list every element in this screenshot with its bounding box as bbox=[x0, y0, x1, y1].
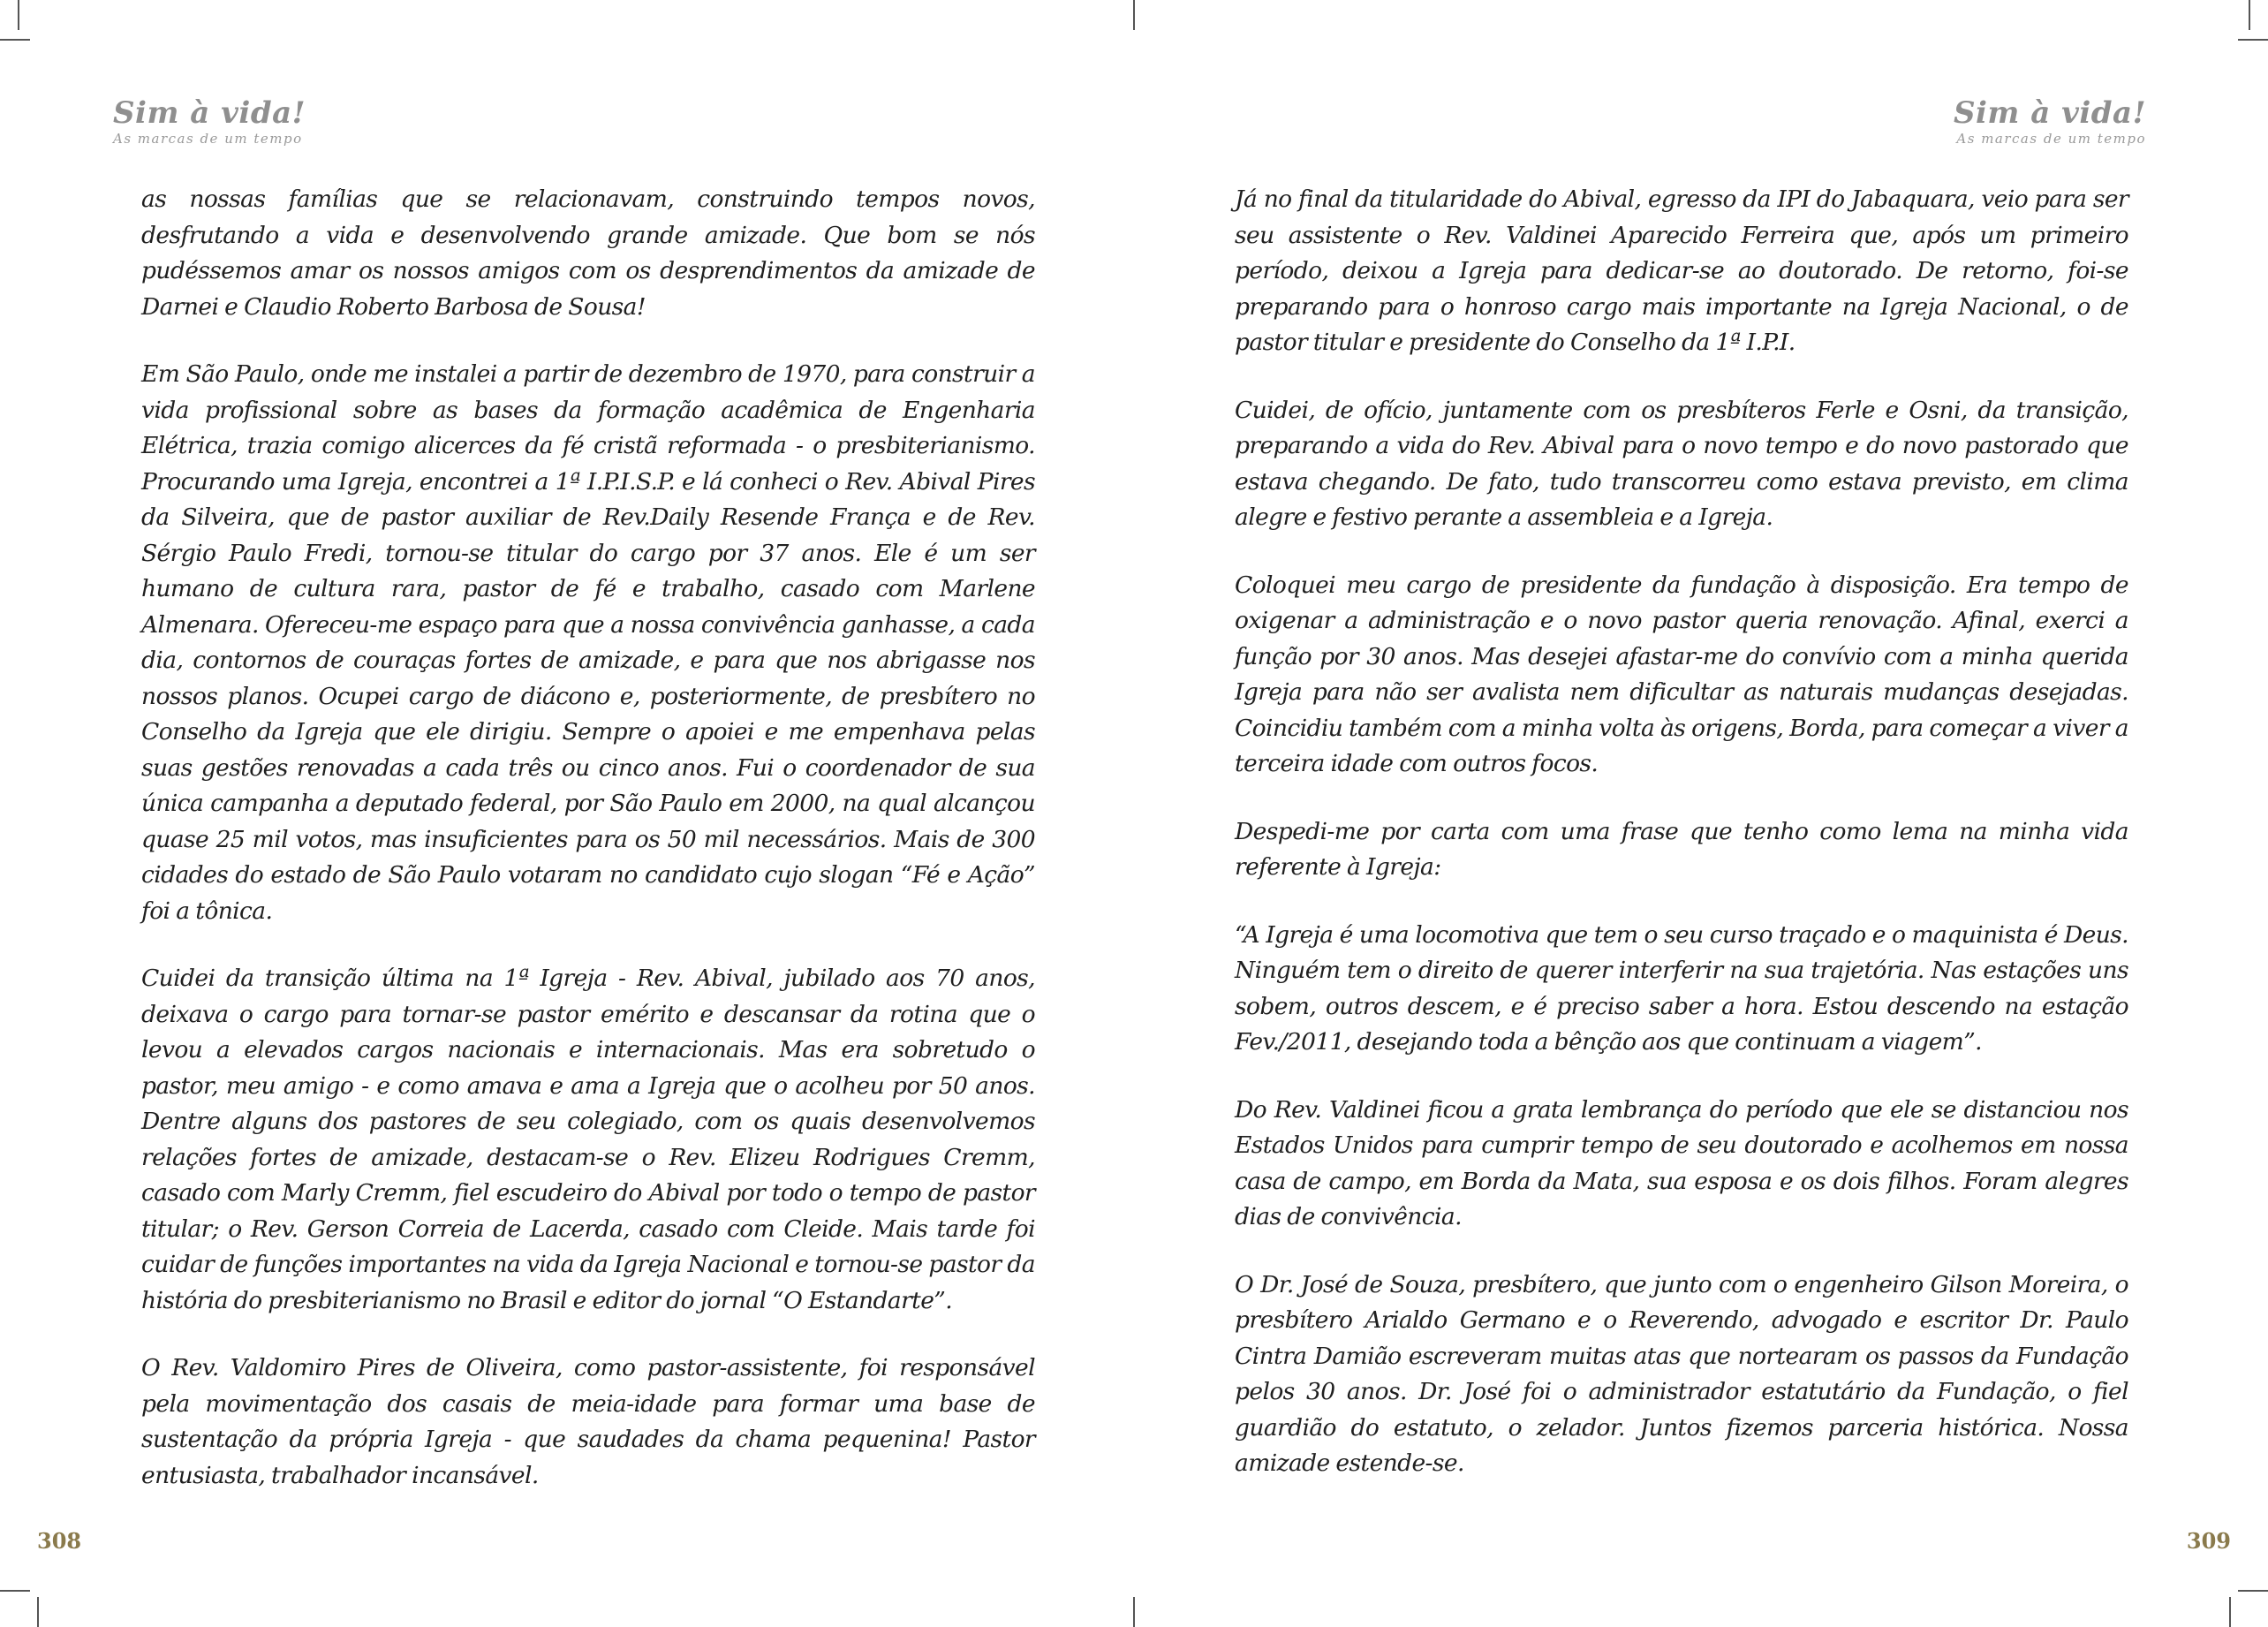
paragraph: Coloquei meu cargo de presidente da fundação à disposição. Era tempo de oxigenar a administração e o novo pastor queria renovação. Afinal, exerci a função por 30 anos. Mas desejei afastar-me do convívio com a minha querida Igreja para não ser avalista nem dificultar as naturais mudanças desejadas. Coincidiu também com a minha volta às origens, Borda, para começar a viver a terceira idade com outros focos. bbox=[1235, 571, 2128, 777]
page-number-left: 308 bbox=[37, 1528, 82, 1554]
right-page-body bbox=[1235, 182, 2128, 1514]
paragraph: Do Rev. Valdinei ficou a grata lembrança do período que ele se distanciou nos Estados Unidos para cumprir tempo de seu doutorado e acolhemos em nossa casa de campo, em Borda da Mata, sua esposa e os dois filhos. Foram alegres dias de convivência. bbox=[1235, 1095, 2128, 1230]
paragraph: Cuidei da transição última na 1ª Igreja - Rev. Abival, jubilado aos 70 anos, deixava o cargo para tornar-se pastor emérito e descansar da rotina que o levou a elevados cargos nacionais e internacionais. Mas era sobretudo o pastor, meu amigo - e como amava e ama a Igreja que o acolheu por 50 anos. Dentre alguns dos pastores de seu colegiado, com os quais desenvolvemos relações fortes de amizade, destacam-se o Rev. Elizeu Rodrigues Cremm, casado com Marly Cremm, fiel escudeiro do Abival por todo o tempo de pastor titular; o Rev. Gerson Correia de Lacerda, casado com Cleide. Mais tarde foi cuidar de funções importantes na vida da Igreja Nacional e tornou-se pastor da história do presbiterianismo no Brasil e editor do jornal “O Estandarte”. bbox=[141, 965, 1035, 1314]
paragraph: O Dr. José de Souza, presbítero, que junto com o engenheiro Gilson Moreira, o presbítero Arialdo Germano e o Reverendo, advogado e escritor Dr. Paulo Cintra Damião escreveram muitas atas que nortearam os passos da Fundação pelos 30 anos. Dr. José foi o administrador estatutário da Fundação, o fiel guardião do estatuto, o zelador. Juntos fizemos parceria histórica. Nossa amizade estende-se. bbox=[1235, 1270, 2128, 1477]
book-title: Sim à vida! bbox=[1953, 95, 2146, 131]
book-title: Sim à vida! bbox=[113, 95, 306, 131]
right-page bbox=[1134, 0, 2268, 1627]
page-number-right: 309 bbox=[2186, 1528, 2231, 1554]
paragraph: Em São Paulo, onde me instalei a partir de dezembro de 1970, para construir a vida profissional sobre as bases da formação acadêmica de Engenharia Elétrica, trazia comigo alicerces da fé cristã reformada - o presbiterianismo. Procurando uma Igreja, encontrei a 1ª I.P.I.S.P. e lá conheci o Rev. Abival Pires da Silveira, que de pastor auxiliar de Rev.Daily Resende França e de Rev. Sérgio Paulo Fredi, tornou-se titular do cargo por 37 anos. Ele é um ser humano de cultura rara, pastor de fé e trabalho, casado com Marlene Almenara. Ofereceu-me espaço para que a nossa convivência ganhasse, a cada dia, contornos de couraças fortes de amizade, e para que nos abrigasse nos nossos planos. Ocupei cargo de diácono e, posteriormente, de presbítero no Conselho da Igreja que ele dirigiu. Sempre o apoiei e me empenhava pelas suas gestões renovadas a cada três ou cinco anos. Fui o coordenador de sua única campanha a deputado federal, por São Paulo em 2000, na qual alcançou quase 25 mil votos, mas insuficientes para os 50 mil necessários. Mais de 300 cidades do estado de São Paulo votaram no candidato cujo slogan “Fé e Ação” foi a tônica. bbox=[141, 360, 1035, 925]
running-header-left bbox=[113, 95, 306, 147]
running-header-right bbox=[1954, 95, 2146, 147]
book-subtitle: As marcas de um tempo bbox=[1956, 131, 2146, 147]
paragraph: O Rev. Valdomiro Pires de Oliveira, como pastor-assistente, foi responsável pela movimentação dos casais de meia-idade para formar uma base de sustentação da própria Igreja - que saudades da chama pequenina! Pastor entusiasta, trabalhador incansável. bbox=[141, 1354, 1035, 1489]
left-page-body bbox=[141, 182, 1035, 1525]
paragraph: Cuidei, de ofício, juntamente com os presbíteros Ferle e Osni, da transição, preparando a vida do Rev. Abival para o novo tempo e do novo pastorado que estava chegando. De fato, tudo transcorreu como estava previsto, em clima alegre e festivo perante a assembleia e a Igreja. bbox=[1235, 396, 2128, 531]
quote-paragraph: “A Igreja é uma locomotiva que tem o seu curso traçado e o maquinista é Deus. Ninguém tem o direito de querer interferir na sua trajetória. Nas estações uns sobem, outros descem, e é preciso saber a hora. Estou descendo na estação Fev./2011, desejando toda a bênção aos que continuam a viagem”. bbox=[1235, 920, 2128, 1056]
paragraph: Já no final da titularidade do Abival, egresso da IPI do Jabaquara, veio para ser seu assistente o Rev. Valdinei Aparecido Ferreira que, após um primeiro período, deixou a Igreja para dedicar-se ao doutorado. De retorno, foi-se preparando para o honroso cargo mais importante na Igreja Nacional, o de pastor titular e presidente do Conselho da 1ª I.P.I. bbox=[1235, 185, 2128, 356]
paragraph: Despedi-me por carta com uma frase que tenho como lema na minha vida referente à Igreja: bbox=[1235, 817, 2128, 881]
book-subtitle: As marcas de um tempo bbox=[113, 131, 303, 147]
paragraph: as nossas famílias que se relacionavam, construindo tempos novos, desfrutando a vida e desenvolvendo grande amizade. Que bom se nós pudéssemos amar os nossos amigos com os desprendimentos da amizade de Darnei e Claudio Roberto Barbosa de Sousa! bbox=[141, 185, 1035, 321]
